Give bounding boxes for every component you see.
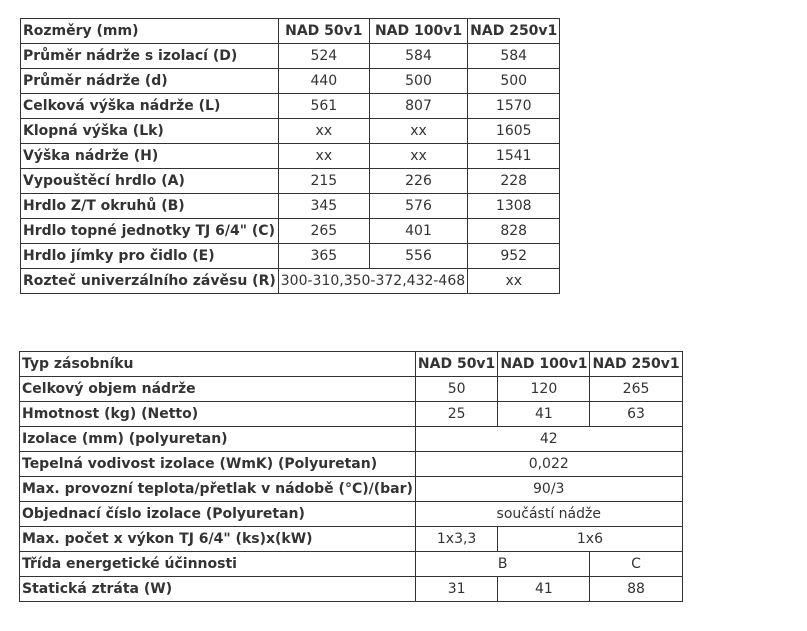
- table-cell: xx: [369, 119, 467, 144]
- row-label: Hmotnost (kg) (Netto): [20, 402, 416, 427]
- row-label: Objednací číslo izolace (Polyuretan): [20, 502, 416, 527]
- table-cell: 401: [369, 219, 467, 244]
- row-label: Max. počet x výkon TJ 6/4" (ks)x(kW): [20, 527, 416, 552]
- row-label: Průměr nádrže s izolací (D): [21, 44, 279, 69]
- table-cell: xx: [278, 144, 369, 169]
- table-cell: 215: [278, 169, 369, 194]
- column-header-nad-50v1: NAD 50v1: [415, 352, 497, 377]
- table-cell: 576: [369, 194, 467, 219]
- column-header-dimensions: Rozměry (mm): [21, 19, 279, 44]
- table-row: [20, 377, 683, 402]
- table-cell: 300-310,350-372,432-468: [278, 269, 467, 294]
- row-label: Průměr nádrže (d): [21, 69, 279, 94]
- row-label: Celková výška nádrže (L): [21, 94, 279, 119]
- table-cell: 1605: [468, 119, 560, 144]
- column-header-nad-100v1: NAD 100v1: [369, 19, 467, 44]
- table-cell: xx: [278, 119, 369, 144]
- table-cell: 828: [468, 219, 560, 244]
- table-cell: 90/3: [415, 477, 682, 502]
- table-cell: 524: [278, 44, 369, 69]
- table-cell: 0,022: [415, 452, 682, 477]
- table-row: [21, 119, 560, 144]
- table-cell: 345: [278, 194, 369, 219]
- table-row: [20, 427, 683, 452]
- column-header-nad-250v1: NAD 250v1: [590, 352, 682, 377]
- table-cell: 265: [278, 219, 369, 244]
- table-row: [21, 94, 560, 119]
- row-label: Hrdlo Z/T okruhů (B): [21, 194, 279, 219]
- table-row: [20, 402, 683, 427]
- row-label: Rozteč univerzálního závěsu (R): [21, 269, 279, 294]
- table-cell: 63: [590, 402, 682, 427]
- column-header-nad-50v1: NAD 50v1: [278, 19, 369, 44]
- table-cell: součástí nádže: [415, 502, 682, 527]
- table-header-row: [20, 352, 683, 377]
- table-header-row: [21, 19, 560, 44]
- table-cell: 228: [468, 169, 560, 194]
- table-row: [21, 269, 560, 294]
- table-cell: xx: [468, 269, 560, 294]
- row-label: Vypouštěcí hrdlo (A): [21, 169, 279, 194]
- table-cell: 120: [498, 377, 590, 402]
- table-cell: 1308: [468, 194, 560, 219]
- row-label: Izolace (mm) (polyuretan): [20, 427, 416, 452]
- table-row: [21, 69, 560, 94]
- column-header-nad-250v1: NAD 250v1: [468, 19, 560, 44]
- table-cell: 500: [369, 69, 467, 94]
- table-cell: 265: [590, 377, 682, 402]
- table-row: [21, 44, 560, 69]
- table-cell: 365: [278, 244, 369, 269]
- table-cell: 41: [498, 577, 590, 602]
- table-row: [20, 502, 683, 527]
- table-cell: 31: [415, 577, 497, 602]
- row-label: Klopná výška (Lk): [21, 119, 279, 144]
- table-row: [20, 452, 683, 477]
- table-row: [20, 577, 683, 602]
- table-cell: 584: [369, 44, 467, 69]
- table-cell: 561: [278, 94, 369, 119]
- row-label: Celkový objem nádrže: [20, 377, 416, 402]
- table-row: [20, 527, 683, 552]
- table-row: [21, 194, 560, 219]
- row-label: Třída energetické účinnosti: [20, 552, 416, 577]
- table-row: [21, 244, 560, 269]
- table-cell: 50: [415, 377, 497, 402]
- table-cell: 1x6: [498, 527, 682, 552]
- table-row: [20, 552, 683, 577]
- table-cell: 440: [278, 69, 369, 94]
- row-label: Hrdlo jímky pro čidlo (E): [21, 244, 279, 269]
- table-cell: 1541: [468, 144, 560, 169]
- table-cell: 1x3,3: [415, 527, 497, 552]
- row-label: Max. provozní teplota/přetlak v nádobě (°C)/(bar): [20, 477, 416, 502]
- table-row: [21, 169, 560, 194]
- column-header-nad-100v1: NAD 100v1: [498, 352, 590, 377]
- table-cell: 42: [415, 427, 682, 452]
- table-row: [20, 477, 683, 502]
- row-label: Hrdlo topné jednotky TJ 6/4" (C): [21, 219, 279, 244]
- row-label: Výška nádrže (H): [21, 144, 279, 169]
- table-row: [21, 219, 560, 244]
- table-cell: 25: [415, 402, 497, 427]
- table-cell: B: [415, 552, 590, 577]
- table-cell: 500: [468, 69, 560, 94]
- column-header-tank-type: Typ zásobníku: [20, 352, 416, 377]
- specs-table: [19, 351, 683, 602]
- row-label: Tepelná vodivost izolace (WmK) (Polyuretan): [20, 452, 416, 477]
- table-cell: 88: [590, 577, 682, 602]
- row-label: Statická ztráta (W): [20, 577, 416, 602]
- table-cell: 556: [369, 244, 467, 269]
- table-cell: 807: [369, 94, 467, 119]
- dimensions-table: [20, 18, 560, 294]
- table-cell: 226: [369, 169, 467, 194]
- table-cell: 41: [498, 402, 590, 427]
- table-cell: 1570: [468, 94, 560, 119]
- table-row: [21, 144, 560, 169]
- table-cell: xx: [369, 144, 467, 169]
- table-cell: 584: [468, 44, 560, 69]
- table-cell: C: [590, 552, 682, 577]
- table-cell: 952: [468, 244, 560, 269]
